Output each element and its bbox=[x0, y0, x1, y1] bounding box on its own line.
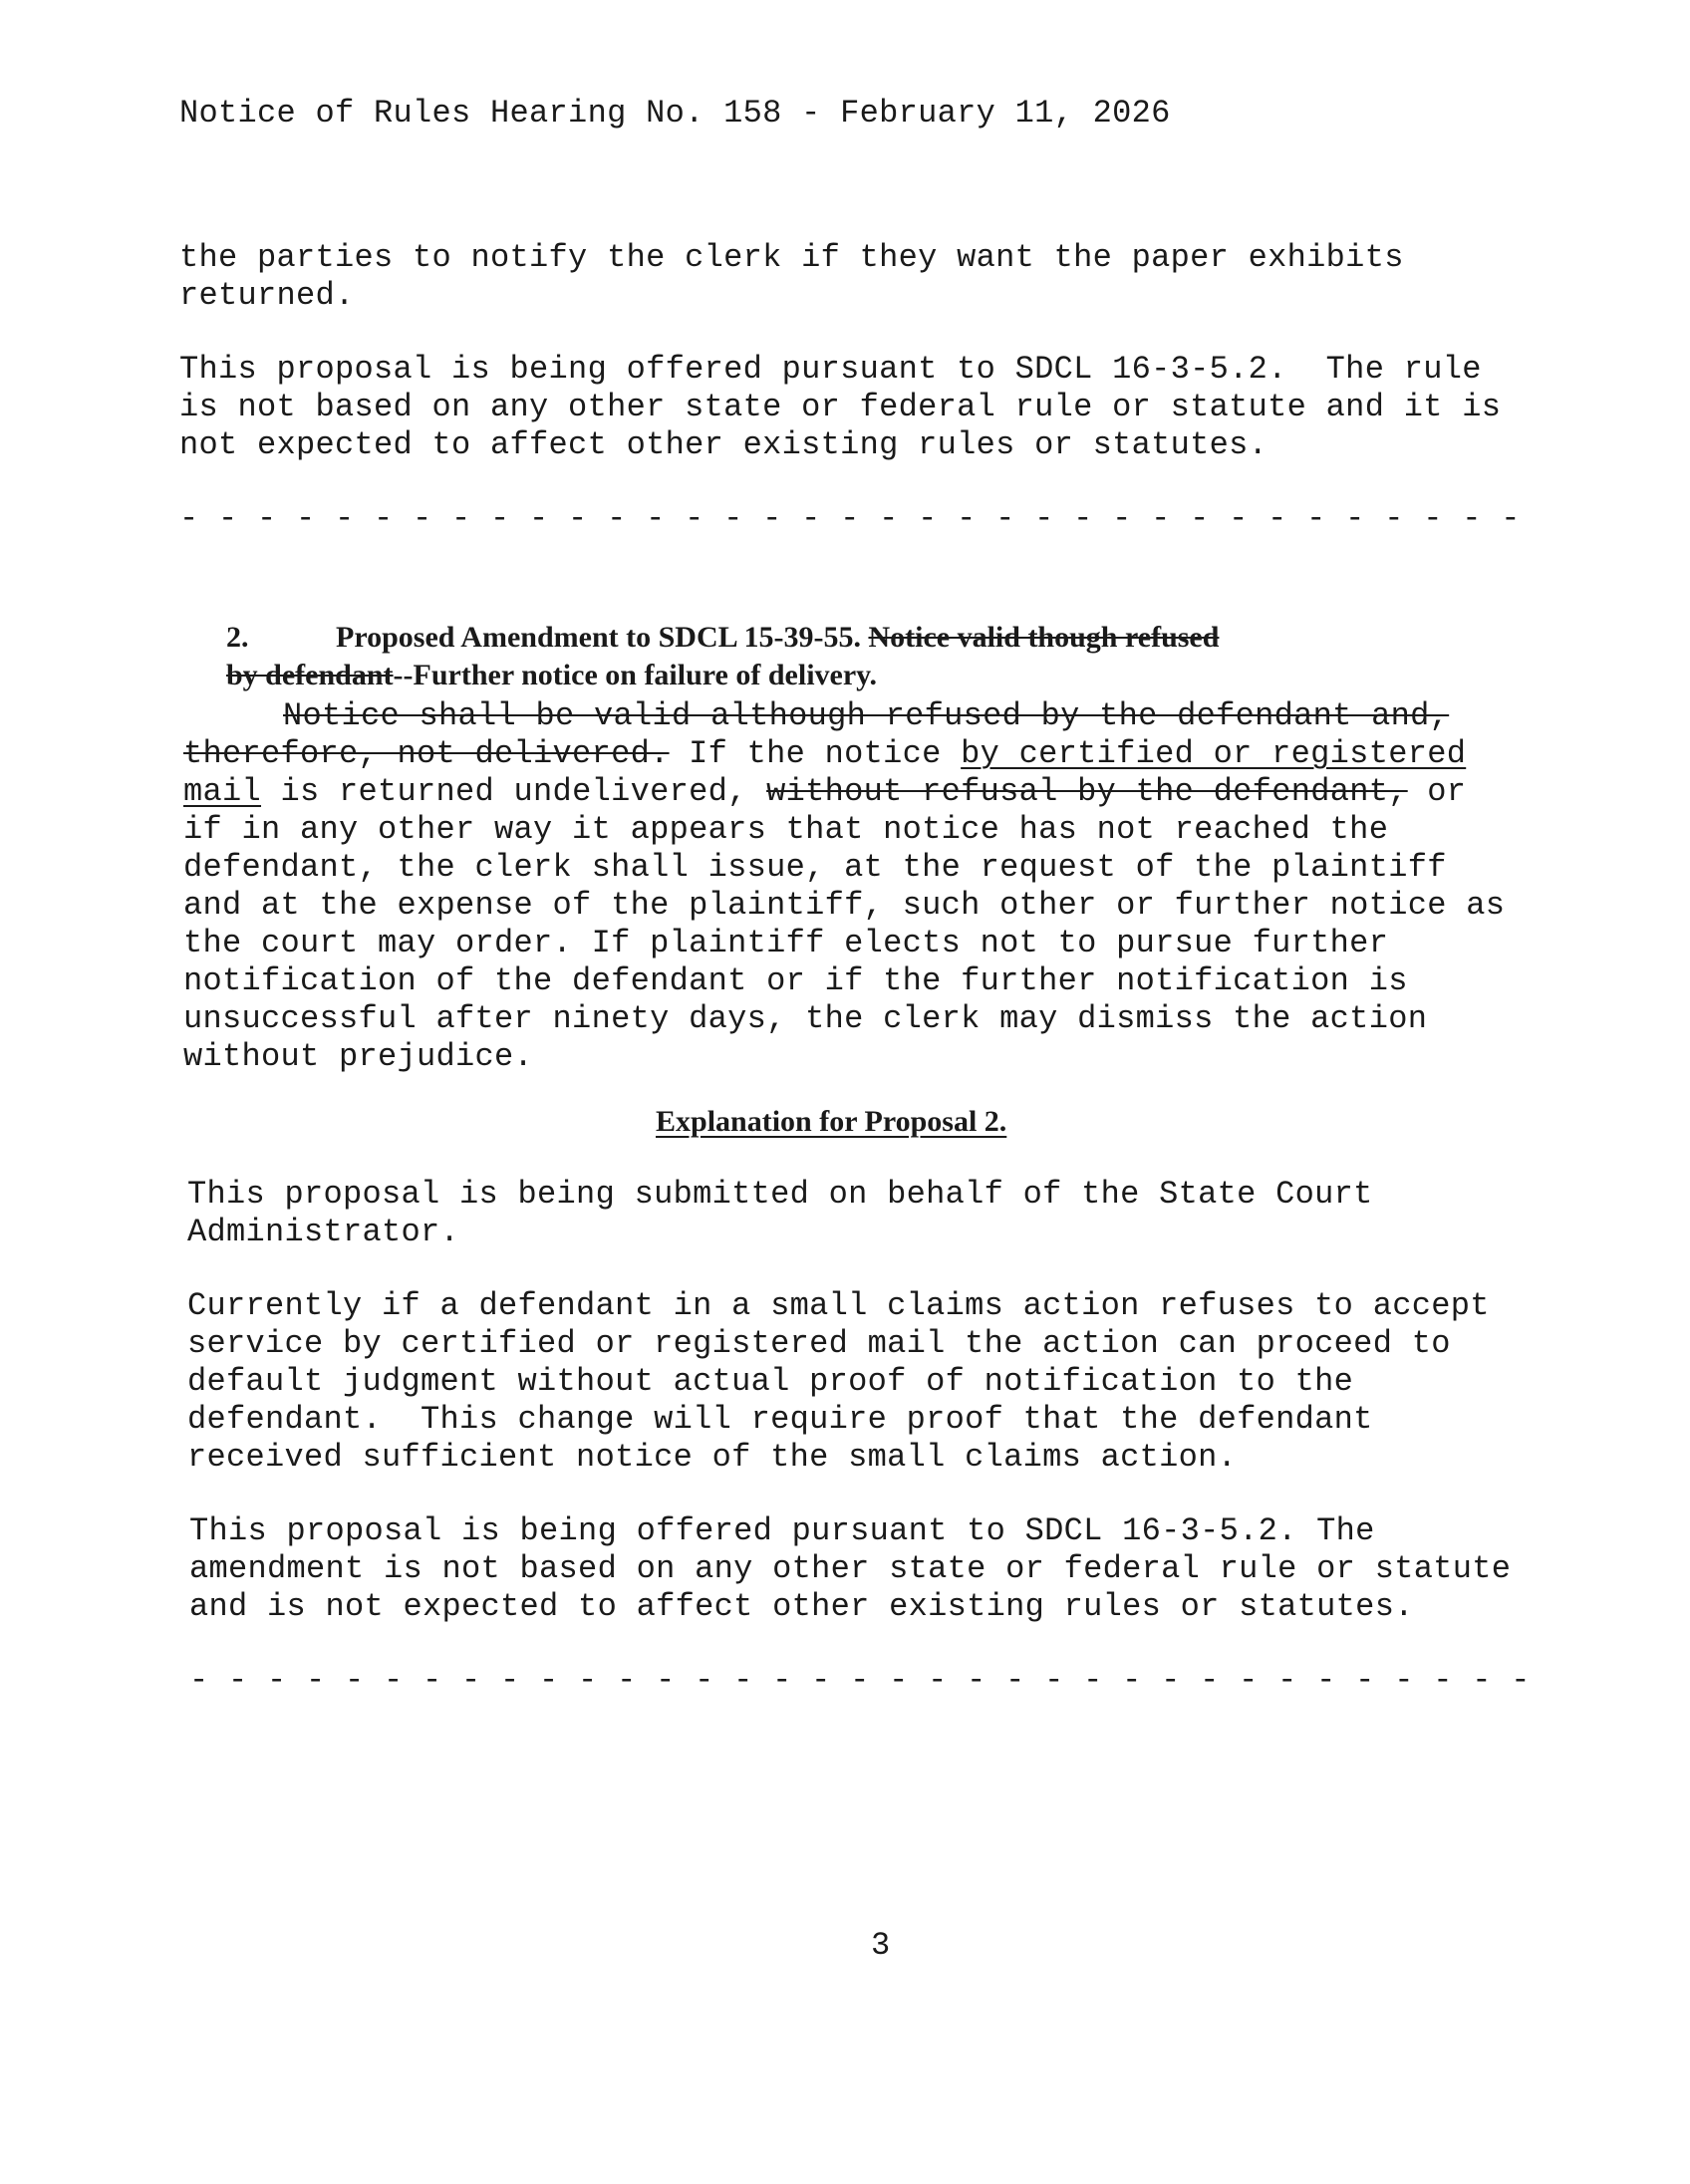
text-line: the parties to notify the clerk if they want the paper exhibits bbox=[179, 239, 1404, 276]
section-divider: - - - - - - - - - - - - - - - - - - - - - - - - - - - - - - - - - - - bbox=[179, 500, 1521, 537]
proposal-title: Proposed Amendment to SDCL 15-39-55. bbox=[336, 621, 869, 654]
text-line: is not based on any other state or federal rule or statute and it is bbox=[179, 389, 1502, 425]
deleted-text: therefore, not delivered. bbox=[183, 735, 670, 772]
text-line: returned. bbox=[179, 277, 355, 314]
deleted-text: Notice shall be valid although refused by the defendant and, bbox=[283, 697, 1450, 734]
text-line: and is not expected to affect other existing rules or statutes. bbox=[189, 1588, 1414, 1625]
inserted-text: mail bbox=[183, 773, 262, 810]
text-line: defendant. This change will require proof that the defendant bbox=[187, 1401, 1373, 1438]
rule-text: If the notice bbox=[669, 735, 962, 772]
text-line: default judgment without actual proof of notification to the bbox=[187, 1363, 1354, 1400]
rule-text: or bbox=[1407, 773, 1467, 810]
explanation-heading: Explanation for Proposal 2. bbox=[656, 1105, 1007, 1138]
text-line: service by certified or registered mail the action can proceed to bbox=[187, 1325, 1451, 1362]
proposal-title-suffix: --Further notice on failure of delivery. bbox=[393, 659, 878, 691]
text-line: This proposal is being offered pursuant to SDCL 16-3-5.2. The rule bbox=[179, 351, 1482, 388]
text-line: This proposal is being offered pursuant to SDCL 16-3-5.2. The bbox=[189, 1512, 1375, 1549]
rule-text: is returned undelivered, bbox=[261, 773, 767, 810]
text-line: if in any other way it appears that notice has not reached the bbox=[183, 811, 1389, 848]
text-line: without prejudice. bbox=[183, 1038, 534, 1075]
text-line: not expected to affect other existing rules or statutes. bbox=[179, 426, 1268, 463]
text-line: the court may order. If plaintiff elects not to pursue further bbox=[183, 925, 1389, 961]
text-line: notification of the defendant or if the further notification is bbox=[183, 962, 1408, 999]
page-number: 3 bbox=[871, 1927, 891, 1964]
deleted-title-text: Notice valid though refused bbox=[868, 621, 1220, 654]
text-line: amendment is not based on any other state or federal rule or statute bbox=[189, 1550, 1512, 1587]
page-header: Notice of Rules Hearing No. 158 - February 11, 2026 bbox=[179, 95, 1171, 132]
text-line: Administrator. bbox=[187, 1214, 460, 1250]
text-line: and at the expense of the plaintiff, such other or further notice as bbox=[183, 887, 1506, 924]
text-line: This proposal is being submitted on behalf of the State Court bbox=[187, 1176, 1373, 1213]
text-line: received sufficient notice of the small claims action. bbox=[187, 1439, 1238, 1476]
text-line: Currently if a defendant in a small claims action refuses to accept bbox=[187, 1287, 1490, 1324]
text-line: unsuccessful after ninety days, the clerk may dismiss the action bbox=[183, 1000, 1428, 1037]
deleted-title-text: by defendant bbox=[226, 659, 394, 691]
inserted-text: by certified or registered bbox=[961, 735, 1467, 772]
proposal-number: 2. bbox=[226, 621, 249, 654]
text-line: defendant, the clerk shall issue, at the request of the plaintiff bbox=[183, 849, 1447, 886]
section-divider: - - - - - - - - - - - - - - - - - - - - - - - - - - - - - - - - - - - bbox=[189, 1662, 1531, 1699]
deleted-text: without refusal by the defendant, bbox=[766, 773, 1408, 810]
